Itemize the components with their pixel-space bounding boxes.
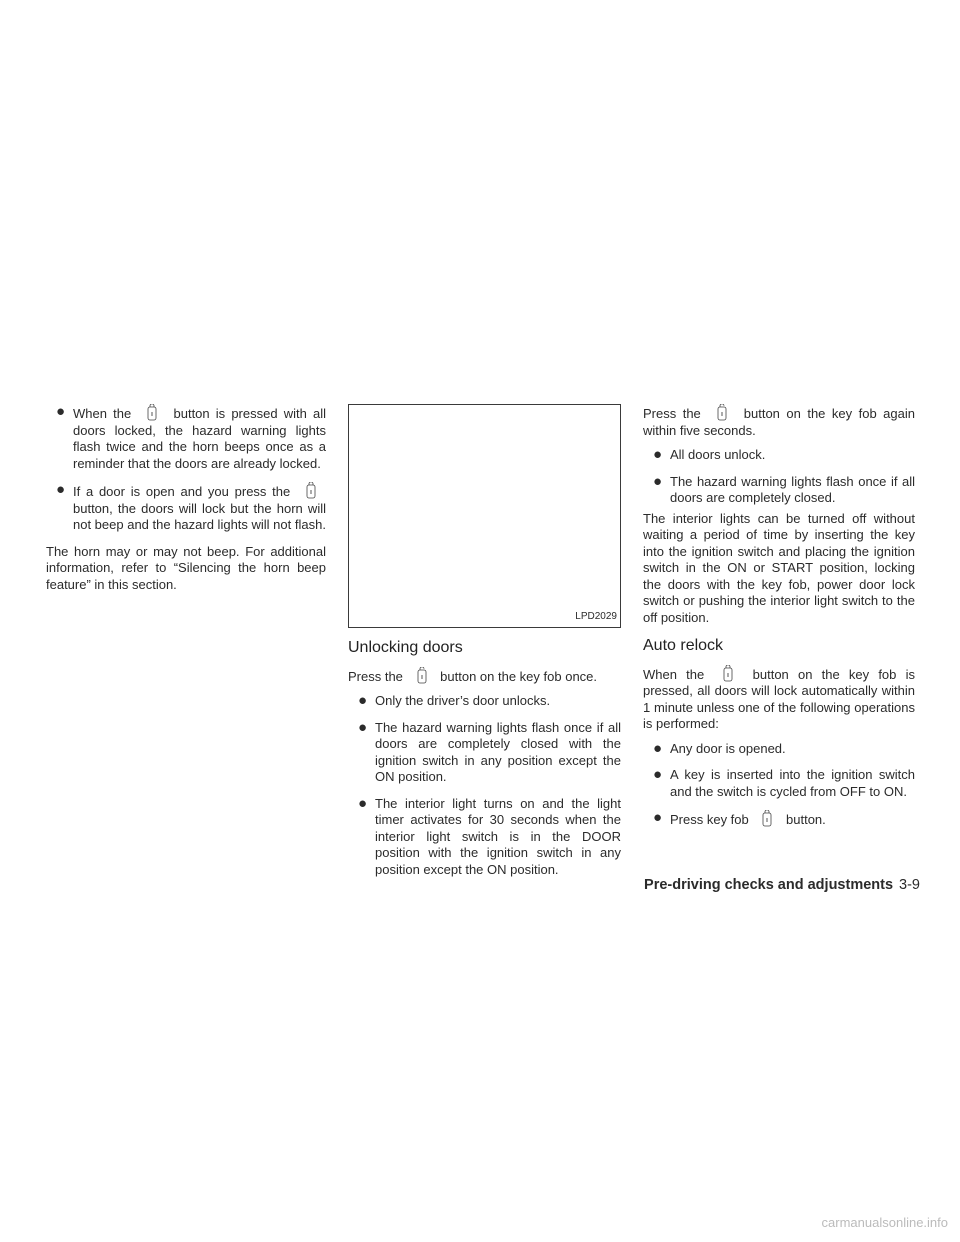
bullet-text: All doors unlock. — [670, 447, 766, 462]
column-3 — [643, 404, 915, 839]
list-item — [643, 810, 915, 829]
bullet-text: A key is inserted into the ignition switch and the switch is cycled from OFF to ON. — [670, 767, 915, 799]
list-item — [46, 404, 326, 472]
body-paragraph: The horn may or may not beep. For additional information, refer to “Silencing the horn beep feature” in this section. — [46, 543, 326, 592]
section-heading: Unlocking doors — [348, 639, 463, 656]
bullet-dot: ● — [358, 794, 368, 812]
list-item — [348, 693, 621, 710]
bullet-text: The hazard warning lights flash once if all doors are completely closed with the ignition switch in any position except the ON position. — [375, 719, 621, 784]
list-item — [46, 482, 326, 534]
section-title: Pre-driving checks and adjustments — [644, 877, 894, 893]
bullet-text-start: Press key fob — [670, 812, 749, 827]
figure-frame — [348, 404, 621, 628]
unlock-key-fob-icon — [707, 404, 737, 422]
list-item — [643, 474, 915, 507]
bullet-dot: ● — [653, 446, 663, 463]
intro-text-start: Press the — [348, 668, 403, 684]
bullet-text-end: button is pressed with all doors locked, the hazard warning lights flash twice and the horn beeps once as a reminder that the doors are already locked. — [73, 406, 326, 471]
body-paragraph — [643, 665, 915, 733]
relock-text-end: button on the key fob is pressed, all doors will lock automatically within 1 minute unless one of the following operations is performed: — [643, 666, 915, 731]
column-1 — [46, 404, 326, 596]
intro-text-end: button on the key fob once. — [440, 668, 598, 684]
watermark-text: carmanualsonline.info — [821, 1215, 948, 1230]
bullet-text: The interior light turns on and the light timer activates for 30 seconds when the interior light switch is in the DOOR position with the ignition switch in any position except the ON position. — [375, 795, 621, 877]
lock-key-fob-icon — [137, 404, 167, 422]
unlock-key-fob-icon — [407, 667, 437, 685]
bullet-dot: ● — [653, 809, 663, 826]
bullet-text: The hazard warning lights flash once if all doors are completely closed. — [670, 473, 915, 505]
body-paragraph — [348, 667, 621, 686]
bullet-dot: ● — [56, 481, 66, 498]
bullet-text-start: When the — [73, 406, 132, 421]
bullet-dot: ● — [653, 472, 663, 490]
bullet-dot: ● — [653, 739, 663, 757]
page-footer — [644, 877, 920, 893]
intro-text-end: button on the key fob again within five seconds. — [643, 406, 915, 438]
figure-code: LPD2029 — [575, 610, 617, 622]
lock-key-fob-icon — [752, 810, 782, 828]
bullet-text: Any door is opened. — [670, 740, 786, 756]
lock-key-fob-icon — [713, 665, 743, 683]
list-item — [643, 447, 915, 464]
list-item — [348, 720, 621, 786]
relock-text-start: When the — [643, 666, 705, 682]
bullet-dot: ● — [653, 766, 663, 783]
body-paragraph: The interior lights can be turned off without waiting a period of time by inserting the key into the ignition switch and placing the ignition switch in the ON or START position, locking the doors with the key fob, power door lock switch or pushing the interior light switch to the off position. — [643, 510, 915, 625]
bullet-text-start: If a door is open and you press the — [73, 484, 291, 499]
bullet-text-end: button, the doors will lock but the horn will not beep and the hazard lights will not flash. — [73, 500, 326, 532]
page-number: 3-9 — [899, 877, 920, 893]
bullet-dot: ● — [358, 692, 368, 709]
bullet-text-end: button. — [786, 812, 826, 827]
body-paragraph — [643, 404, 915, 439]
intro-text-start: Press the — [643, 406, 701, 421]
list-item — [348, 796, 621, 879]
list-item — [643, 741, 915, 758]
bullet-dot: ● — [358, 718, 368, 736]
bullet-dot: ● — [56, 403, 66, 420]
lock-key-fob-icon — [296, 482, 326, 500]
column-2 — [348, 404, 621, 888]
section-heading: Auto relock — [643, 637, 724, 654]
list-item — [643, 767, 915, 800]
bullet-text: Only the driver’s door unlocks. — [375, 693, 551, 708]
